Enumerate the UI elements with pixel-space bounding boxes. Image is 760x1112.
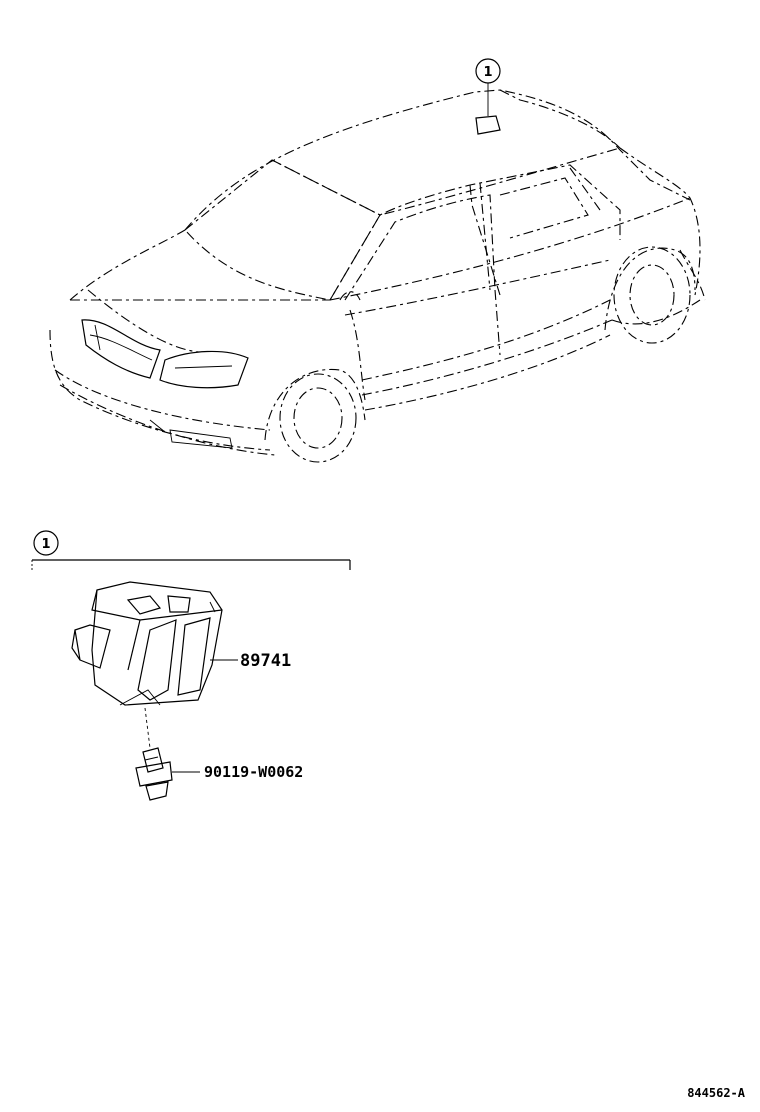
module-part-number: 89741 [240, 651, 292, 671]
car-callout-number: 1 [483, 65, 493, 80]
car-callout [476, 59, 500, 116]
vehicle-outline [50, 90, 705, 462]
detail-view-header [32, 531, 350, 570]
illustration-code: 844562-A [687, 1086, 745, 1100]
control-module [72, 582, 238, 705]
bolt-part-number: 90119-W0062 [204, 763, 304, 781]
detail-callout-number: 1 [41, 537, 51, 552]
bolt [136, 748, 200, 800]
roof-module-mark [476, 116, 500, 134]
